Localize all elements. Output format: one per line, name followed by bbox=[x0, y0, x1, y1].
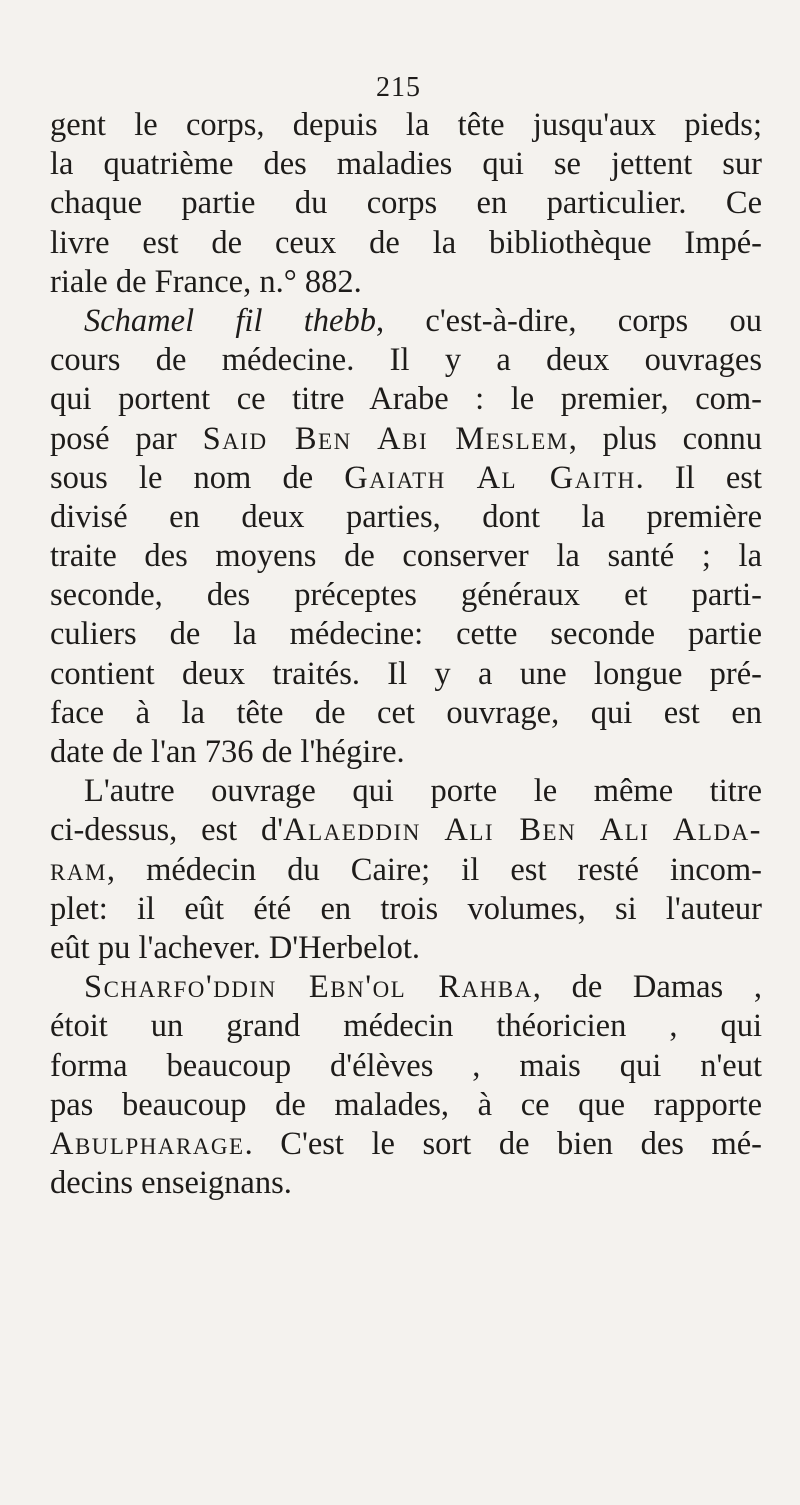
text-run: contient deux traités. Il y a une longue pré- bbox=[50, 655, 762, 692]
text-run: étoit un grand médecin théoricien , qui bbox=[50, 1008, 762, 1045]
text-run: sous le nom de bbox=[50, 459, 345, 496]
text-line bbox=[50, 341, 762, 380]
text-line bbox=[50, 380, 762, 419]
text-run: pas beaucoup de malades, à ce que rapporte bbox=[50, 1086, 762, 1123]
author-name: Scharfo'ddin Ebn'ol Rahba bbox=[84, 969, 533, 1006]
text-line bbox=[50, 459, 762, 498]
text-line bbox=[50, 1125, 762, 1164]
text-line bbox=[50, 145, 762, 184]
text-run: livre est de ceux de la bibliothèque Impé- bbox=[50, 224, 762, 261]
text-line bbox=[50, 263, 762, 302]
text-line bbox=[50, 811, 762, 850]
text-line bbox=[50, 224, 762, 263]
text-line bbox=[50, 1007, 762, 1046]
author-name: ram bbox=[50, 851, 107, 888]
body-text bbox=[50, 106, 762, 1203]
text-run: . Il est bbox=[635, 459, 762, 496]
text-line bbox=[50, 968, 762, 1007]
author-name: Gaiath Al Gaith bbox=[344, 459, 636, 496]
book-title: Schamel fil thebb bbox=[84, 302, 376, 339]
author-name: Said Ben Abi Meslem bbox=[202, 420, 569, 457]
text-line bbox=[50, 537, 762, 576]
author-name: Alaeddin Ali Ben Ali Alda- bbox=[283, 812, 762, 849]
text-line bbox=[50, 1164, 762, 1203]
text-line bbox=[50, 576, 762, 615]
text-run: . C'est le sort de bien des mé- bbox=[244, 1125, 762, 1162]
text-run: cours de médecine. Il y a deux ouvrages bbox=[50, 342, 762, 379]
text-run: plet: il eût été en trois volumes, si l'auteur bbox=[50, 890, 762, 927]
text-line bbox=[50, 1047, 762, 1086]
text-line bbox=[50, 694, 762, 733]
text-run: posé par bbox=[50, 420, 203, 457]
text-line bbox=[50, 615, 762, 654]
paragraph bbox=[50, 772, 762, 968]
text-run: qui portent ce titre Arabe : le premier, com- bbox=[50, 381, 762, 418]
text-run: , plus connu bbox=[568, 420, 762, 457]
paragraph bbox=[50, 302, 762, 772]
text-line bbox=[50, 106, 762, 145]
text-line bbox=[50, 184, 762, 223]
text-run: , c'est-à-dire, corps ou bbox=[375, 302, 762, 339]
text-line bbox=[50, 655, 762, 694]
text-run: riale de France, n.° 882. bbox=[50, 263, 362, 300]
page-number: 215 bbox=[376, 72, 421, 103]
text-line bbox=[50, 890, 762, 929]
text-run: face à la tête de cet ouvrage, qui est en bbox=[50, 694, 762, 731]
text-line bbox=[50, 420, 762, 459]
text-line bbox=[50, 733, 762, 772]
text-run: eût pu l'achever. D'Herbelot. bbox=[50, 929, 420, 966]
text-line bbox=[50, 929, 762, 968]
text-line bbox=[50, 851, 762, 890]
text-line bbox=[50, 1086, 762, 1125]
text-run: culiers de la médecine: cette seconde partie bbox=[50, 616, 762, 653]
text-run: chaque partie du corps en particulier. Ce bbox=[50, 185, 762, 222]
text-run: gent le corps, depuis la tête jusqu'aux pieds; bbox=[50, 107, 762, 143]
text-line bbox=[50, 498, 762, 537]
text-run: seconde, des préceptes généraux et parti- bbox=[50, 577, 762, 614]
text-run: la quatrième des maladies qui se jettent sur bbox=[50, 146, 762, 183]
paragraph bbox=[50, 106, 762, 302]
text-line bbox=[50, 772, 762, 811]
text-run: forma beaucoup d'élèves , mais qui n'eut bbox=[50, 1047, 762, 1084]
text-run: decins enseignans. bbox=[50, 1165, 292, 1202]
text-run: date de l'an 736 de l'hégire. bbox=[50, 734, 405, 770]
text-run: traite des moyens de conserver la santé ; la bbox=[50, 538, 762, 575]
author-name: Abulpharage bbox=[50, 1125, 245, 1162]
text-run: L'autre ouvrage qui porte le même titre bbox=[84, 773, 762, 810]
text-run: , de Damas , bbox=[532, 969, 762, 1006]
text-line bbox=[50, 302, 762, 341]
paragraph bbox=[50, 968, 762, 1203]
text-run: divisé en deux parties, dont la première bbox=[50, 498, 762, 535]
text-run: , médecin du Caire; il est resté incom- bbox=[106, 851, 762, 888]
text-run: ci-dessus, est d' bbox=[50, 812, 284, 849]
